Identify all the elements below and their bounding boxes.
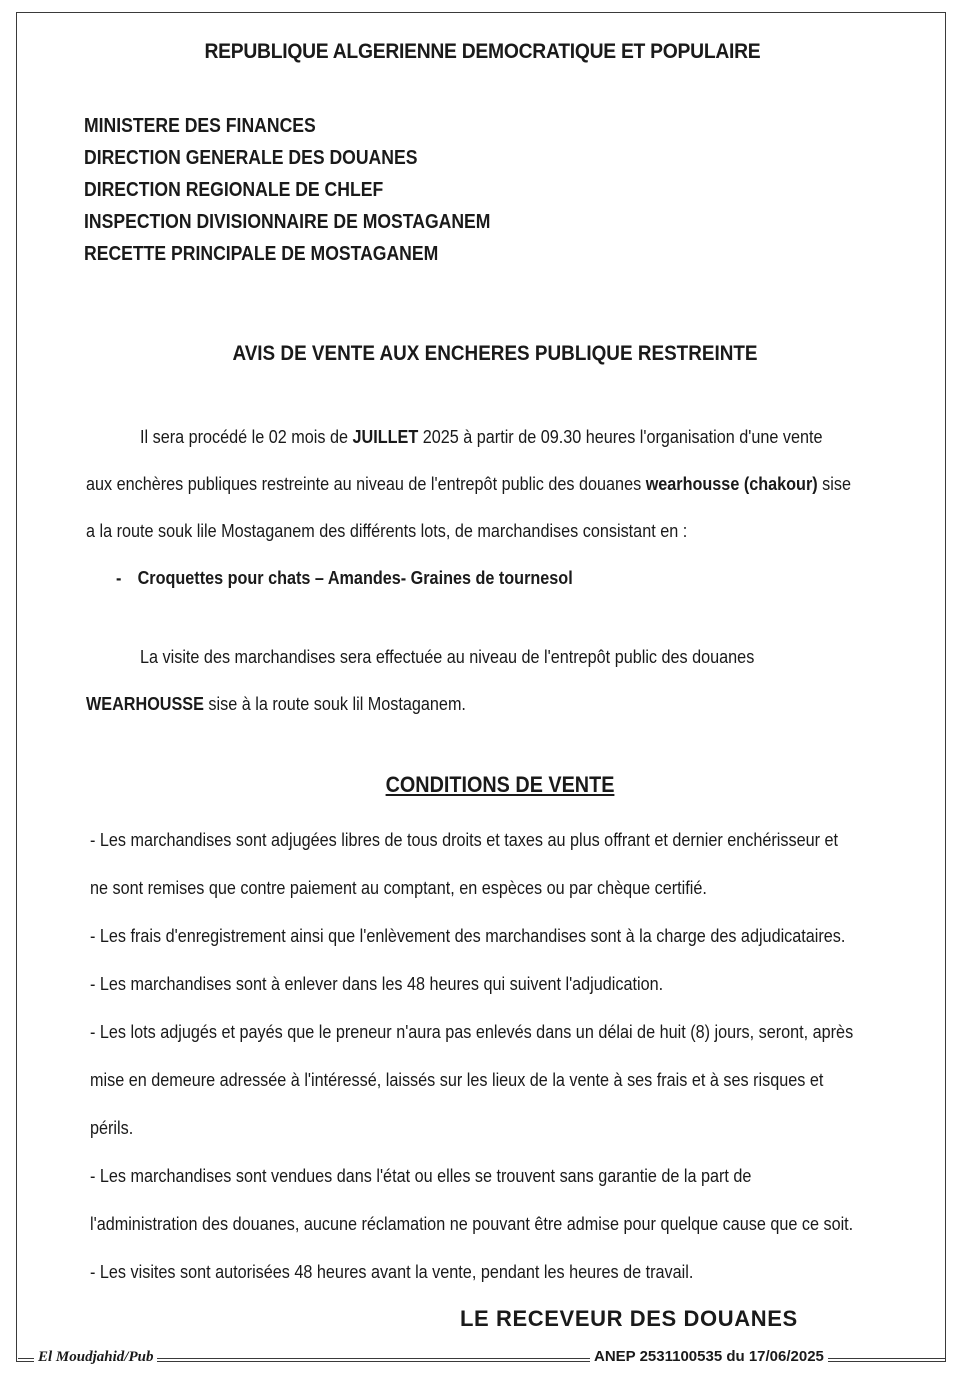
header-line-ministry: MINISTERE DES FINANCES — [84, 115, 316, 137]
header-line-inspection: INSPECTION DIVISIONNAIRE DE MOSTAGANEM — [84, 211, 491, 233]
condition-line: - Les marchandises sont vendues dans l'état ou elles se trouvent sans garantie de la part de — [90, 1166, 752, 1186]
condition-line: mise en demeure adressée à l'intéressé, laissés sur les lieux de la vente à ses frais et à ses risques et — [90, 1070, 824, 1090]
sale-location-text: aux enchères publiques restreinte au niveau de l'entrepôt public des douanes — [86, 474, 646, 494]
footer-anep-reference: ANEP 2531100535 du 17/06/2025 — [590, 1348, 828, 1365]
visit-line-1: La visite des marchandises sera effectuée au niveau de l'entrepôt public des douanes — [140, 647, 755, 667]
condition-line: - Les marchandises sont adjugées libres de tous droits et taxes au plus offrant et dernier enchérisseur et — [90, 830, 839, 850]
sale-date-text: Il sera procédé le 02 mois de — [140, 427, 353, 447]
header-line-recette: RECETTE PRINCIPALE DE MOSTAGANEM — [84, 243, 439, 265]
sale-sise-text: sise — [817, 474, 851, 494]
sale-line-1 — [86, 414, 831, 461]
condition-line: - Les visites sont autorisées 48 heures avant la vente, pendant les heures de travail. — [90, 1262, 694, 1282]
condition-line: périls. — [90, 1118, 134, 1138]
signature-receveur: LE RECEVEUR DES DOUANES — [460, 1306, 798, 1331]
bullet-dash: - — [116, 568, 122, 588]
footer-publication: El Moudjahid/Pub — [34, 1349, 157, 1366]
header-line-directorate-general: DIRECTION GENERALE DES DOUANES — [84, 147, 418, 169]
visit-line-2 — [86, 681, 831, 728]
condition-line: - Les frais d'enregistrement ainsi que l'enlèvement des marchandises sont à la charge des adjudicataires. — [90, 926, 846, 946]
condition-line: - Les lots adjugés et payés que le preneur n'aura pas enlevés dans un délai de huit (8) jours, seront, après — [90, 1022, 854, 1042]
header-line-regional-directorate: DIRECTION REGIONALE DE CHLEF — [84, 179, 384, 201]
republic-heading: REPUBLIQUE ALGERIENNE DEMOCRATIQUE ET POPULAIRE — [204, 40, 761, 63]
sale-line-2 — [86, 461, 851, 508]
administration-header — [84, 110, 546, 270]
sale-time-text: 2025 à partir de 09.30 heures l'organisation d'une vente — [418, 427, 823, 447]
conditions-list — [90, 816, 912, 1296]
notice-title: AVIS DE VENTE AUX ENCHERES PUBLIQUE RESTREINTE — [232, 342, 758, 365]
sale-month: JUILLET — [352, 427, 419, 447]
notice-paragraph-sale — [86, 414, 914, 555]
visit-warehouse-name: WEARHOUSSE — [86, 694, 204, 714]
sale-line-3: a la route souk lile Mostaganem des différents lots, de marchandises consistant en : — [86, 521, 688, 541]
warehouse-name: wearhousse (chakour) — [645, 474, 818, 494]
conditions-title: CONDITIONS DE VENTE — [385, 772, 615, 797]
condition-line: l'administration des douanes, aucune réclamation ne pouvant être admise pour quelque cause que ce soit. — [90, 1214, 854, 1234]
notice-paragraph-visit — [86, 634, 914, 728]
condition-line: ne sont remises que contre paiement au comptant, en espèces ou par chèque certifié. — [90, 878, 707, 898]
goods-list-item — [116, 568, 573, 589]
goods-description: Croquettes pour chats – Amandes- Graines de tournesol — [137, 568, 573, 588]
condition-line: - Les marchandises sont à enlever dans les 48 heures qui suivent l'adjudication. — [90, 974, 664, 994]
visit-location-text: sise à la route souk lil Mostaganem. — [203, 694, 466, 714]
